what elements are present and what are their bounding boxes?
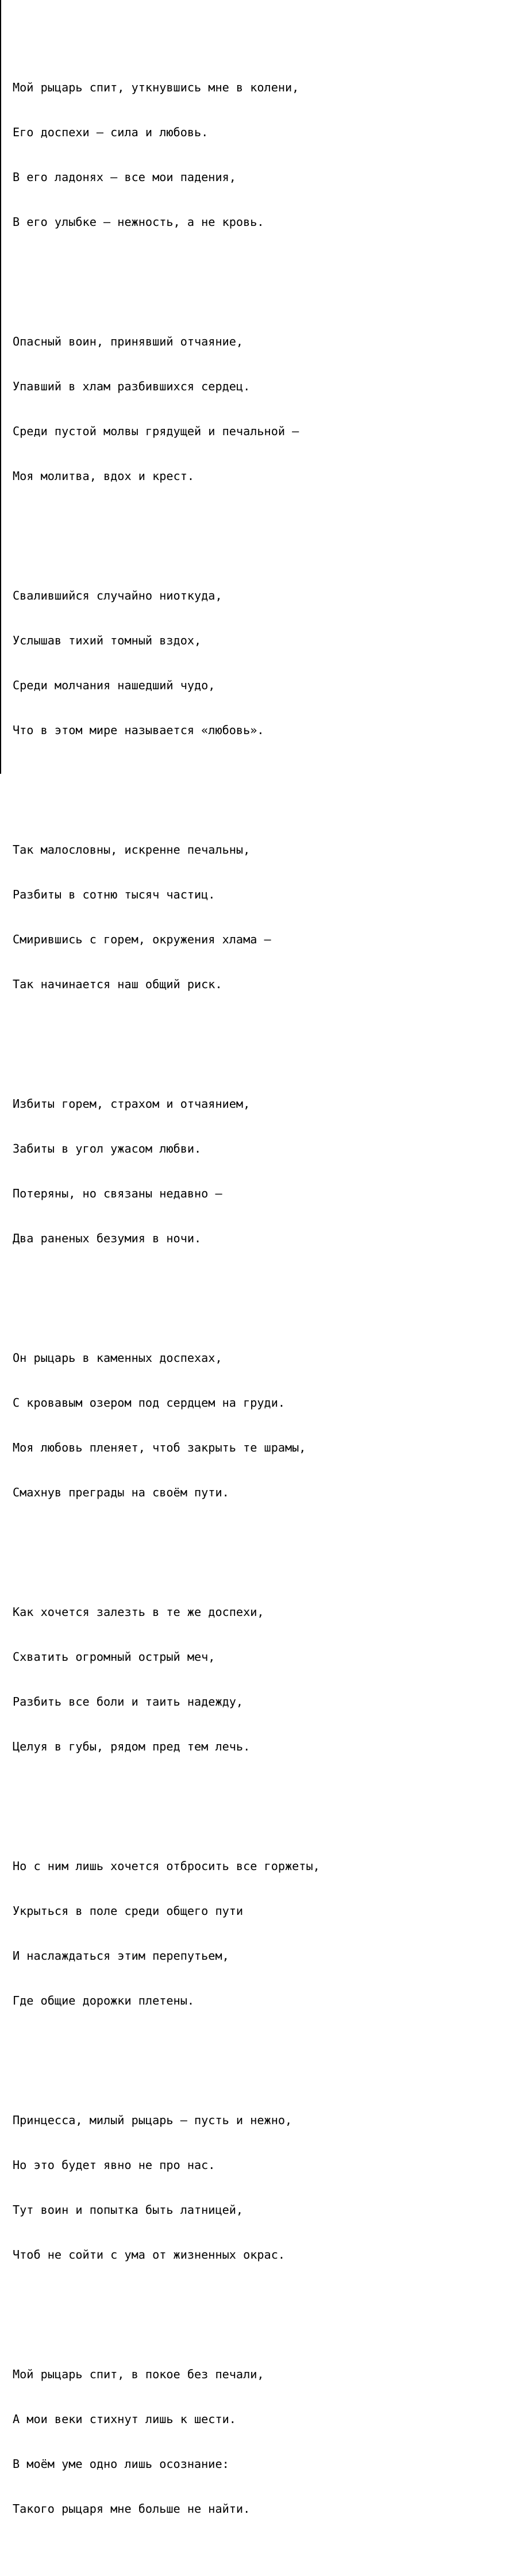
stanza-10 [13,2337,507,2546]
poem-line: В его ладонях — все мои падения, [13,170,236,184]
poem-line: Упавший в хлам разбившихся сердец. [13,379,251,393]
poem-line: Тут воин и попытка быть латницей, [13,2203,244,2217]
poem-line: Укрыться в поле среди общего пути [13,1904,244,1918]
poem-line: Так начинается наш общий риск. [13,977,222,991]
poem-line: И наслаждаться этим перепутьем, [13,1949,229,1963]
poem-line: Что в этом мире называется «любовь». [13,723,264,737]
poem-line: Его доспехи — сила и любовь. [13,125,209,139]
poem-line: Моя молитва, вдох и крест. [13,469,195,483]
stanza-6 [13,1320,507,1530]
poem-line: Но с ним лишь хочется отбросить все горжеты, [13,1859,320,1873]
poem-line: Свалившийся случайно ниоткуда, [13,589,222,602]
left-border-line [0,0,1,774]
poem-line: Где общие дорожки плетены. [13,1994,195,2007]
poem-line: Услышав тихий томный вздох, [13,634,202,647]
poem-text [13,20,507,2576]
poem-line: Так малословны, искренне печальны, [13,843,251,857]
poem-line: Чтоб не сойти с ума от жизненных окрас. [13,2248,286,2262]
poem-line: Такого рыцаря мне больше не найти. [13,2502,251,2516]
poem-line: Среди молчания нашедший чудо, [13,678,215,692]
poem-line: Но это будет явно не про нас. [13,2158,215,2172]
poem-line: В моём уме одно лишь осознание: [13,2457,229,2471]
poem-line: Схватить огромный острый меч, [13,1650,215,1664]
poem-line: Забиты в угол ужасом любви. [13,1142,202,1155]
poem-line: Целуя в губы, рядом пред тем лечь. [13,1740,251,1753]
stanza-2 [13,304,507,513]
poem-line: Принцесса, милый рыцарь — пусть и нежно, [13,2113,292,2127]
poem-line: Разбиты в сотню тысяч частиц. [13,888,215,901]
poem-line: Два раненых безумия в ночи. [13,1231,202,1245]
stanza-5 [13,1066,507,1276]
stanza-8 [13,1829,507,2038]
poem-line: Смахнув преграды на своём пути. [13,1485,229,1499]
poem-line: Как хочется залезть в те же доспехи, [13,1605,264,1619]
poem-line: Разбить все боли и таить надежду, [13,1695,244,1709]
poem-line: А мои веки стихнут лишь к шести. [13,2412,236,2426]
stanza-9 [13,2083,507,2292]
poem-line: Он рыцарь в каменных доспехах, [13,1351,222,1365]
poem-line: Смирившись с горем, окружения хлама — [13,932,271,946]
poem-line: Мой рыцарь спит, в покое без печали, [13,2367,264,2381]
stanza-4 [13,812,507,1022]
poem-line: Опасный воин, принявший отчаяние, [13,335,244,348]
poem-line: Избиты горем, страхом и отчаянием, [13,1097,251,1111]
stanza-1 [13,50,507,259]
poem-line: Потеряны, но связаны недавно — [13,1187,222,1200]
poem-line: В его улыбке — нежность, а не кровь. [13,215,264,229]
poem-line: С кровавым озером под сердцем на груди. [13,1396,286,1410]
poem-line: Среди пустой молвы грядущей и печальной — [13,424,299,438]
poem-line: Моя любовь пленяет, чтоб закрыть те шрамы, [13,1441,306,1454]
poem-line: Мой рыцарь спит, уткнувшись мне в колени, [13,80,299,94]
stanza-7 [13,1575,507,1784]
stanza-3 [13,558,507,767]
